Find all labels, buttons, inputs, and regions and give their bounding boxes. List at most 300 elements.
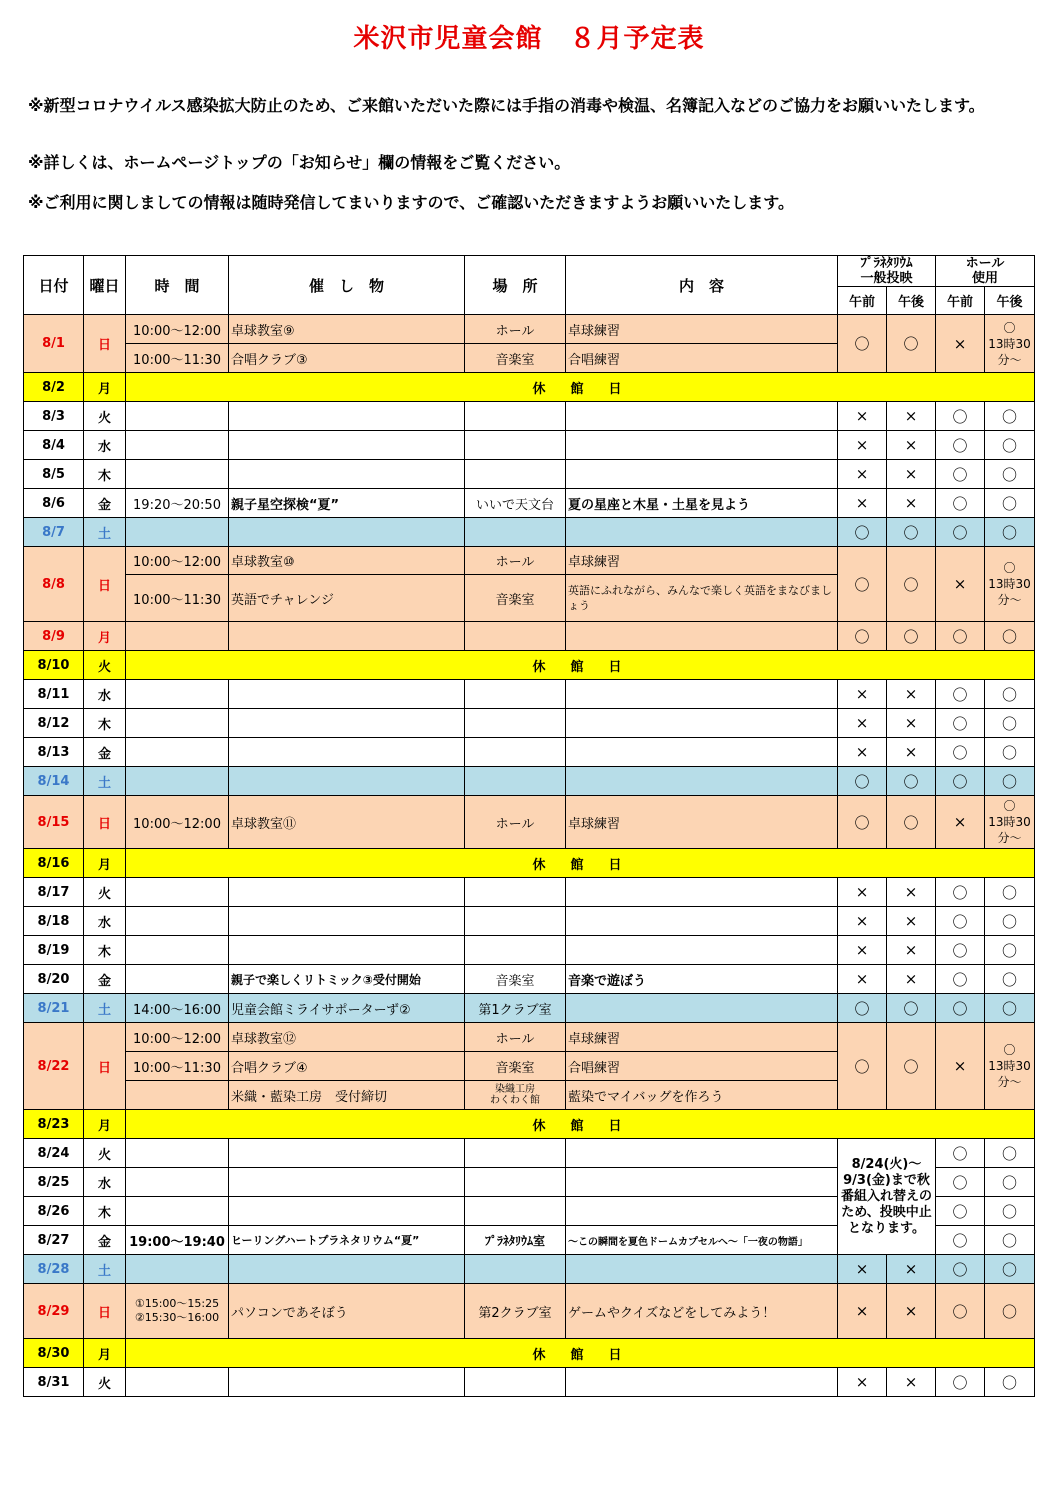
event-cell: 合唱クラブ④ [229, 1052, 465, 1081]
hall-pm-cell: 〇 13時30分～ [985, 796, 1035, 849]
place-cell: 音楽室 [465, 344, 566, 373]
planetarium-pm-cell: 〇 [887, 518, 936, 547]
hall-am-cell: 〇 [936, 460, 985, 489]
time-cell [126, 767, 229, 796]
weekday-cell: 火 [84, 878, 126, 907]
time-cell [126, 1197, 229, 1226]
table-row [24, 1110, 1035, 1139]
weekday-cell: 金 [84, 738, 126, 767]
header-event: 催 し 物 [229, 256, 465, 315]
content-cell: 藍染でマイバッグを作ろう [566, 1081, 838, 1110]
place-cell: 音楽室 [465, 575, 566, 622]
event-cell [229, 1255, 465, 1284]
notice-infection-control: ※新型コロナウイルス感染拡大防止のため、ご来館いただいた際には手指の消毒や検温、名簿記入などのご協力をお願いいたします。 [28, 96, 985, 115]
event-cell [229, 936, 465, 965]
date-cell: 8/22 [24, 1023, 84, 1110]
date-cell: 8/14 [24, 767, 84, 796]
content-cell [566, 431, 838, 460]
weekday-cell: 土 [84, 767, 126, 796]
date-cell: 8/8 [24, 547, 84, 622]
hall-pm-cell: 〇 [985, 709, 1035, 738]
notice-homepage: ※詳しくは、ホームページトップの「お知らせ」欄の情報をご覧ください。 [28, 153, 571, 172]
place-cell: 音楽室 [465, 1052, 566, 1081]
content-cell [566, 767, 838, 796]
content-cell [566, 994, 838, 1023]
table-row [24, 518, 1035, 547]
planetarium-pm-cell: × [887, 1368, 936, 1397]
event-cell: 卓球教室⑩ [229, 547, 465, 575]
event-cell: ヒーリングハートプラネタリウム“夏” [229, 1226, 465, 1255]
table-row [24, 680, 1035, 709]
planetarium-pm-cell: × [887, 878, 936, 907]
place-cell [465, 1139, 566, 1168]
place-cell: 染織工房 わくわく館 [465, 1081, 566, 1110]
table-row [24, 796, 1035, 849]
content-cell [566, 622, 838, 651]
header-time: 時 間 [126, 256, 229, 315]
event-cell [229, 767, 465, 796]
header-place: 場 所 [465, 256, 566, 315]
place-cell [465, 878, 566, 907]
content-cell: 合唱練習 [566, 344, 838, 373]
hall-pm-cell: 〇 [985, 767, 1035, 796]
hall-am-cell: × [936, 315, 985, 373]
weekday-cell: 木 [84, 936, 126, 965]
weekday-cell: 火 [84, 651, 126, 680]
table-row [24, 1368, 1035, 1397]
place-cell: いいで天文台 [465, 489, 566, 518]
hall-am-cell: 〇 [936, 994, 985, 1023]
table-row [24, 709, 1035, 738]
header-hall-am: 午前 [936, 287, 985, 315]
hall-pm-cell: 〇 [985, 1368, 1035, 1397]
hall-am-cell: 〇 [936, 1368, 985, 1397]
planetarium-pm-cell: × [887, 709, 936, 738]
table-row [24, 1284, 1035, 1339]
event-cell [229, 460, 465, 489]
date-cell: 8/15 [24, 796, 84, 849]
place-cell [465, 460, 566, 489]
content-cell [566, 936, 838, 965]
content-cell: 合唱練習 [566, 1052, 838, 1081]
planetarium-am-cell: 〇 [838, 622, 887, 651]
time-cell: 19:20～20:50 [126, 489, 229, 518]
place-cell: 音楽室 [465, 965, 566, 994]
event-cell [229, 1139, 465, 1168]
header-planetarium-pm: 午後 [887, 287, 936, 315]
table-row [24, 547, 1035, 575]
planetarium-am-cell: × [838, 907, 887, 936]
weekday-cell: 火 [84, 1368, 126, 1397]
date-cell: 8/16 [24, 849, 84, 878]
table-row [24, 994, 1035, 1023]
weekday-cell: 木 [84, 460, 126, 489]
place-cell [465, 622, 566, 651]
date-cell: 8/18 [24, 907, 84, 936]
header-weekday: 曜日 [84, 256, 126, 315]
event-cell [229, 622, 465, 651]
weekday-cell: 土 [84, 1255, 126, 1284]
date-cell: 8/17 [24, 878, 84, 907]
hall-pm-cell: 〇 [985, 994, 1035, 1023]
date-cell: 8/29 [24, 1284, 84, 1339]
time-cell: 10:00～11:30 [126, 575, 229, 622]
planetarium-am-cell: × [838, 1368, 887, 1397]
header-content: 内 容 [566, 256, 838, 315]
time-cell [126, 1255, 229, 1284]
time-cell [126, 431, 229, 460]
place-cell: 第2クラブ室 [465, 1284, 566, 1339]
date-cell: 8/21 [24, 994, 84, 1023]
weekday-cell: 土 [84, 994, 126, 1023]
weekday-cell: 月 [84, 622, 126, 651]
table-row [24, 849, 1035, 878]
planetarium-am-cell: × [838, 936, 887, 965]
table-row [24, 1139, 1035, 1168]
header-planetarium: ﾌﾟﾗﾈﾀﾘｳﾑ 一般投映 [838, 256, 936, 287]
planetarium-pm-cell: 〇 [887, 1023, 936, 1110]
planetarium-pm-cell: × [887, 489, 936, 518]
planetarium-suspension-note: 8/24(火)～9/3(金)まで秋番組入れ替えのため、投映中止となります。 [838, 1139, 936, 1255]
hall-am-cell: × [936, 547, 985, 622]
weekday-cell: 日 [84, 796, 126, 849]
date-cell: 8/28 [24, 1255, 84, 1284]
planetarium-am-cell: × [838, 709, 887, 738]
table-row [24, 878, 1035, 907]
table-row [24, 1255, 1035, 1284]
table-row [24, 1023, 1035, 1052]
weekday-cell: 金 [84, 1226, 126, 1255]
weekday-cell: 日 [84, 1284, 126, 1339]
hall-am-cell: 〇 [936, 936, 985, 965]
planetarium-am-cell: × [838, 489, 887, 518]
date-cell: 8/25 [24, 1168, 84, 1197]
place-cell [465, 767, 566, 796]
hall-pm-cell: 〇 [985, 460, 1035, 489]
content-cell: 音楽で遊ぼう [566, 965, 838, 994]
hall-am-cell: 〇 [936, 1226, 985, 1255]
time-cell [126, 1081, 229, 1110]
weekday-cell: 水 [84, 680, 126, 709]
hall-pm-cell: 〇 [985, 965, 1035, 994]
date-cell: 8/27 [24, 1226, 84, 1255]
planetarium-am-cell: 〇 [838, 547, 887, 622]
event-cell: 児童会館ミライサポーターず② [229, 994, 465, 1023]
date-cell: 8/26 [24, 1197, 84, 1226]
planetarium-am-cell: 〇 [838, 767, 887, 796]
event-cell: 卓球教室⑫ [229, 1023, 465, 1052]
hall-am-cell: 〇 [936, 878, 985, 907]
planetarium-pm-cell: × [887, 738, 936, 767]
time-cell [126, 738, 229, 767]
hall-pm-cell: 〇 [985, 936, 1035, 965]
hall-pm-cell: 〇 [985, 622, 1035, 651]
date-cell: 8/5 [24, 460, 84, 489]
table-row [24, 651, 1035, 680]
event-cell [229, 431, 465, 460]
time-cell: 10:00～12:00 [126, 547, 229, 575]
content-cell [566, 1139, 838, 1168]
hall-pm-cell: 〇 [985, 1284, 1035, 1339]
hall-pm-cell: 〇 [985, 1139, 1035, 1168]
content-cell [566, 1197, 838, 1226]
hall-pm-cell: 〇 [985, 680, 1035, 709]
planetarium-am-cell: 〇 [838, 796, 887, 849]
date-cell: 8/24 [24, 1139, 84, 1168]
hall-pm-cell: 〇 13時30分～ [985, 547, 1035, 622]
planetarium-am-cell: × [838, 965, 887, 994]
time-cell: ①15:00～15:25 ②15:30～16:00 [126, 1284, 229, 1339]
hall-pm-cell: 〇 13時30分～ [985, 315, 1035, 373]
date-cell: 8/31 [24, 1368, 84, 1397]
place-cell [465, 680, 566, 709]
place-cell: ホール [465, 315, 566, 344]
content-cell [566, 878, 838, 907]
content-cell [566, 518, 838, 547]
place-cell [465, 1368, 566, 1397]
date-cell: 8/11 [24, 680, 84, 709]
event-cell [229, 907, 465, 936]
time-cell [126, 1168, 229, 1197]
planetarium-pm-cell: × [887, 1255, 936, 1284]
planetarium-am-cell: × [838, 431, 887, 460]
date-cell: 8/9 [24, 622, 84, 651]
place-cell: ホール [465, 547, 566, 575]
planetarium-pm-cell: × [887, 431, 936, 460]
hall-pm-cell: 〇 [985, 878, 1035, 907]
table-row [24, 622, 1035, 651]
place-cell [465, 709, 566, 738]
hall-am-cell: 〇 [936, 1168, 985, 1197]
place-cell [465, 431, 566, 460]
place-cell [465, 1255, 566, 1284]
time-cell: 10:00～11:30 [126, 344, 229, 373]
time-cell: 10:00～12:00 [126, 315, 229, 344]
event-cell: 親子で楽しくリトミック③受付開始 [229, 965, 465, 994]
planetarium-am-cell: × [838, 402, 887, 431]
table-row [24, 489, 1035, 518]
hall-pm-cell: 〇 [985, 738, 1035, 767]
content-cell [566, 907, 838, 936]
hall-pm-cell: 〇 [985, 402, 1035, 431]
weekday-cell: 月 [84, 849, 126, 878]
time-cell: 14:00～16:00 [126, 994, 229, 1023]
table-row [24, 460, 1035, 489]
content-cell: 卓球練習 [566, 796, 838, 849]
planetarium-am-cell: × [838, 460, 887, 489]
hall-am-cell: 〇 [936, 1197, 985, 1226]
hall-am-cell: 〇 [936, 518, 985, 547]
hall-am-cell: 〇 [936, 965, 985, 994]
hall-pm-cell: 〇 13時30分～ [985, 1023, 1035, 1110]
event-cell [229, 878, 465, 907]
time-cell [126, 1368, 229, 1397]
content-cell [566, 402, 838, 431]
place-cell: ホール [465, 796, 566, 849]
planetarium-pm-cell: × [887, 907, 936, 936]
hall-am-cell: 〇 [936, 1255, 985, 1284]
event-cell [229, 518, 465, 547]
event-cell [229, 738, 465, 767]
time-cell [126, 709, 229, 738]
planetarium-pm-cell: 〇 [887, 315, 936, 373]
hall-pm-cell: 〇 [985, 1226, 1035, 1255]
place-cell: ホール [465, 1023, 566, 1052]
closed-day-cell: 休 館 日 [126, 1110, 1035, 1139]
weekday-cell: 金 [84, 965, 126, 994]
weekday-cell: 木 [84, 709, 126, 738]
planetarium-am-cell: × [838, 738, 887, 767]
table-row [24, 738, 1035, 767]
content-cell [566, 709, 838, 738]
hall-am-cell: 〇 [936, 1284, 985, 1339]
date-cell: 8/4 [24, 431, 84, 460]
date-cell: 8/1 [24, 315, 84, 373]
weekday-cell: 水 [84, 1168, 126, 1197]
planetarium-pm-cell: × [887, 680, 936, 709]
date-cell: 8/23 [24, 1110, 84, 1139]
event-cell [229, 1368, 465, 1397]
table-row [24, 431, 1035, 460]
event-cell: 卓球教室⑪ [229, 796, 465, 849]
planetarium-am-cell: × [838, 878, 887, 907]
planetarium-am-cell: 〇 [838, 518, 887, 547]
page-title: 米沢市児童会館 ８月予定表 [353, 24, 705, 54]
content-cell: 卓球練習 [566, 315, 838, 344]
weekday-cell: 土 [84, 518, 126, 547]
planetarium-pm-cell: 〇 [887, 994, 936, 1023]
hall-am-cell: × [936, 796, 985, 849]
planetarium-am-cell: × [838, 1255, 887, 1284]
time-cell [126, 936, 229, 965]
content-cell: ～この瞬間を夏色ドームカプセルへ～「一夜の物語」 [566, 1226, 838, 1255]
header-hall-pm: 午後 [985, 287, 1035, 315]
time-cell: 10:00～11:30 [126, 1052, 229, 1081]
weekday-cell: 月 [84, 1110, 126, 1139]
table-row [24, 373, 1035, 402]
hall-pm-cell: 〇 [985, 907, 1035, 936]
hall-am-cell: 〇 [936, 907, 985, 936]
table-row [24, 936, 1035, 965]
planetarium-am-cell: × [838, 1284, 887, 1339]
hall-pm-cell: 〇 [985, 1255, 1035, 1284]
time-cell [126, 1139, 229, 1168]
planetarium-pm-cell: × [887, 936, 936, 965]
hall-am-cell: 〇 [936, 767, 985, 796]
date-cell: 8/13 [24, 738, 84, 767]
place-cell: 第1クラブ室 [465, 994, 566, 1023]
header-date: 日付 [24, 256, 84, 315]
planetarium-pm-cell: × [887, 402, 936, 431]
closed-day-cell: 休 館 日 [126, 651, 1035, 680]
event-cell [229, 709, 465, 738]
planetarium-am-cell: 〇 [838, 315, 887, 373]
event-cell [229, 1168, 465, 1197]
date-cell: 8/30 [24, 1339, 84, 1368]
closed-day-cell: 休 館 日 [126, 849, 1035, 878]
place-cell [465, 402, 566, 431]
weekday-cell: 木 [84, 1197, 126, 1226]
event-cell [229, 402, 465, 431]
event-cell: 米織・藍染工房 受付締切 [229, 1081, 465, 1110]
closed-day-cell: 休 館 日 [126, 373, 1035, 402]
planetarium-am-cell: 〇 [838, 1023, 887, 1110]
content-cell: 英語にふれながら、みんなで楽しく英語をまなびましょう [566, 575, 838, 622]
table-row [24, 1339, 1035, 1368]
weekday-cell: 火 [84, 402, 126, 431]
header-hall: ホール 使用 [936, 256, 1035, 287]
content-cell [566, 680, 838, 709]
content-cell: ゲームやクイズなどをしてみよう！ [566, 1284, 838, 1339]
event-cell [229, 680, 465, 709]
weekday-cell: 月 [84, 373, 126, 402]
content-cell [566, 1368, 838, 1397]
time-cell [126, 518, 229, 547]
event-cell: 合唱クラブ③ [229, 344, 465, 373]
date-cell: 8/19 [24, 936, 84, 965]
time-cell [126, 622, 229, 651]
hall-pm-cell: 〇 [985, 1168, 1035, 1197]
hall-am-cell: 〇 [936, 680, 985, 709]
content-cell: 夏の星座と木星・土星を見よう [566, 489, 838, 518]
place-cell [465, 907, 566, 936]
weekday-cell: 金 [84, 489, 126, 518]
planetarium-pm-cell: 〇 [887, 622, 936, 651]
place-cell [465, 1168, 566, 1197]
hall-am-cell: 〇 [936, 402, 985, 431]
time-cell [126, 680, 229, 709]
table-row [24, 965, 1035, 994]
table-row [24, 402, 1035, 431]
date-cell: 8/10 [24, 651, 84, 680]
planetarium-pm-cell: 〇 [887, 767, 936, 796]
date-cell: 8/3 [24, 402, 84, 431]
weekday-cell: 月 [84, 1339, 126, 1368]
planetarium-pm-cell: 〇 [887, 796, 936, 849]
hall-am-cell: 〇 [936, 1139, 985, 1168]
place-cell [465, 1197, 566, 1226]
hall-am-cell: 〇 [936, 431, 985, 460]
hall-pm-cell: 〇 [985, 1197, 1035, 1226]
time-cell [126, 460, 229, 489]
time-cell [126, 878, 229, 907]
content-cell [566, 1168, 838, 1197]
event-cell: 親子星空探検“夏” [229, 489, 465, 518]
date-cell: 8/20 [24, 965, 84, 994]
place-cell [465, 936, 566, 965]
event-cell: 英語でチャレンジ [229, 575, 465, 622]
time-cell [126, 965, 229, 994]
date-cell: 8/2 [24, 373, 84, 402]
hall-am-cell: 〇 [936, 622, 985, 651]
schedule-table [23, 255, 1035, 1397]
weekday-cell: 日 [84, 1023, 126, 1110]
closed-day-cell: 休 館 日 [126, 1339, 1035, 1368]
weekday-cell: 日 [84, 315, 126, 373]
content-cell [566, 738, 838, 767]
weekday-cell: 火 [84, 1139, 126, 1168]
event-cell: パソコンであそぼう [229, 1284, 465, 1339]
date-cell: 8/7 [24, 518, 84, 547]
table-row [24, 907, 1035, 936]
weekday-cell: 水 [84, 431, 126, 460]
event-cell [229, 1197, 465, 1226]
planetarium-pm-cell: 〇 [887, 547, 936, 622]
hall-am-cell: 〇 [936, 709, 985, 738]
time-cell: 10:00～12:00 [126, 1023, 229, 1052]
place-cell: ﾌﾟﾗﾈﾀﾘｳﾑ室 [465, 1226, 566, 1255]
notice-updates: ※ご利用に関しましての情報は随時発信してまいりますので、ご確認いただきますようお願いいたします。 [28, 193, 794, 212]
